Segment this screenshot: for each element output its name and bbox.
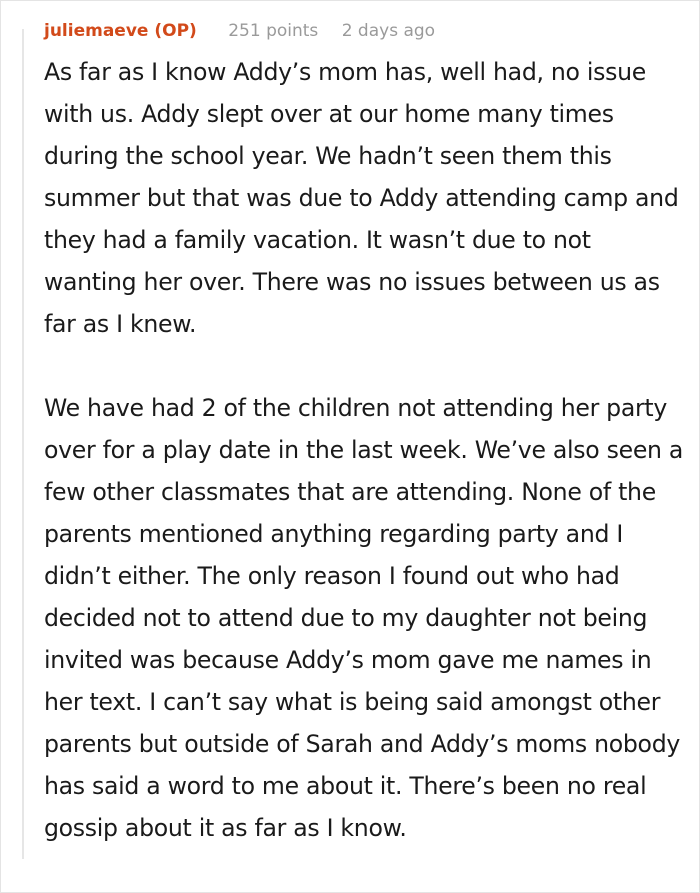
timestamp[interactable]: 2 days ago	[341, 21, 436, 41]
author-link[interactable]: juliemaeve (OP)	[44, 21, 197, 41]
comment	[44, 17, 685, 849]
comment-meta	[44, 17, 685, 45]
comment-paragraph: As far as I know Addy’s mom has, well had, no issue with us. Addy slept over at our home many times during the school year. We hadn’t seen them this summer but that was due to Addy attending camp and they had a family vacation. It wasn’t due to not wanting her over. There was no issues between us as far as I knew.	[44, 58, 679, 338]
points-count: 251 points	[228, 21, 319, 41]
thread-collapse-line[interactable]	[22, 29, 24, 859]
comment-paragraph: We have had 2 of the children not attending her party over for a play date in the last week. We’ve also seen a few other classmates that are attending. None of the parents mentioned anything regarding party and I didn’t either. The only reason I found out who had decided not to attend due to my daughter not being invited was because Addy’s mom gave me names in her text. I can’t say what is being said amongst other parents but outside of Sarah and Addy’s moms nobody has said a word to me about it. There’s been no real gossip about it as far as I know.	[44, 394, 684, 842]
comment-body	[44, 51, 685, 849]
